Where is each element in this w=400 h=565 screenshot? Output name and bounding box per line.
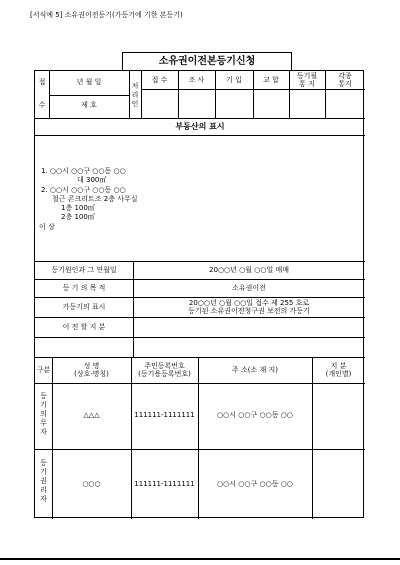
- party-obligor-id: 111111-1111111: [134, 411, 195, 419]
- party-obligor-name: △△△: [83, 411, 100, 419]
- party-vline: [131, 357, 132, 519]
- party-division-obligor: 등 기 의 무 자: [40, 392, 47, 436]
- header-various-notices: 각종 통지: [338, 72, 352, 89]
- receipt-header-rule: [141, 89, 365, 90]
- info-label-provisional: 가등기의 표시: [62, 303, 106, 311]
- row-rule-4: [35, 337, 365, 338]
- party-header-name: 성 명 (상호·명칭): [74, 362, 109, 379]
- party-header-division: 구분: [36, 366, 51, 374]
- party-header-share: 지 분 (개인별): [325, 362, 352, 379]
- party-holder-address: ○○시 ○○구 ○○동 ○○: [217, 480, 293, 488]
- party-vline: [312, 357, 313, 519]
- property-line-2: 대 300㎡: [77, 176, 107, 184]
- party-header-id: 주민등록번호 (등기용등록번호): [138, 362, 191, 379]
- receipt-bottom-rule: [35, 118, 365, 119]
- party-row-rule: [35, 449, 365, 450]
- row-rule-1: [35, 279, 365, 280]
- party-header-address: 주 소(소 재 지): [232, 366, 278, 374]
- party-vline: [52, 357, 53, 519]
- info-label-purpose: 등 기 의 목 적: [62, 284, 106, 292]
- header-receipt: 접 수: [151, 76, 168, 84]
- row-rule-3: [35, 317, 365, 318]
- party-obligor-address: ○○시 ○○구 ○○동 ○○: [217, 411, 293, 419]
- property-bottom-rule: [35, 261, 365, 262]
- party-holder-name: ○○○: [82, 480, 101, 488]
- receipt-divider: [49, 95, 129, 96]
- form-caption: [서식예 5] 소유권이전등기(가등기에 기한 본등기): [30, 11, 183, 19]
- receipt-number-label: 제 호: [81, 101, 97, 109]
- info-value-purpose: 소유권이전: [232, 284, 266, 292]
- info-label-cause: 등기원인과 그 연월일: [51, 266, 117, 274]
- info-value-provisional: 20○○년 ○월 ○○일 접수 제 255 호로 등기된 소유권이전청구권 보전의 가등기: [188, 299, 310, 316]
- header-collation: 교 합: [263, 76, 279, 84]
- header-entry: 기 입: [226, 76, 242, 84]
- property-heading: 부동산의 표시: [175, 122, 225, 131]
- property-line-6: 2층 100㎡: [61, 213, 95, 221]
- party-division-holder: 등 기 권 리 자: [40, 459, 47, 503]
- property-line-4: 철근 콘크리트조 2층 사무실: [52, 195, 138, 203]
- row-rule-2: [35, 297, 365, 298]
- page-bottom-rule: [0, 558, 400, 560]
- receipt-label-su: 수: [38, 101, 46, 109]
- info-label-share: 이 전 할 지 분: [62, 323, 106, 331]
- property-heading-rule: [35, 135, 365, 136]
- party-holder-id: 111111-1111111: [134, 480, 195, 488]
- form-title: 소유권이전본등기신청: [122, 52, 292, 71]
- property-line-5: 1층 100㎡: [61, 204, 95, 212]
- info-value-cause: 20○○년 ○월 ○○일 매매: [209, 266, 289, 274]
- header-review: 조 사: [188, 76, 205, 84]
- party-vline: [198, 357, 199, 519]
- property-closing: 이 상: [39, 223, 55, 231]
- application-form: [34, 70, 364, 518]
- receipt-label-jeop: 접: [38, 78, 46, 86]
- header-completion-notice: 등기필 통 지: [296, 72, 318, 89]
- handler-label: 처 리 인: [131, 82, 139, 108]
- receipt-date-label: 년 월 일: [76, 78, 102, 86]
- party-header-rule: [35, 383, 365, 384]
- row-rule-5: [35, 357, 365, 358]
- property-line-1: 1. ○○시 ○○구 ○○동 ○○: [41, 167, 126, 175]
- property-line-3: 2. ○○시 ○○구 ○○동 ○○: [41, 186, 126, 194]
